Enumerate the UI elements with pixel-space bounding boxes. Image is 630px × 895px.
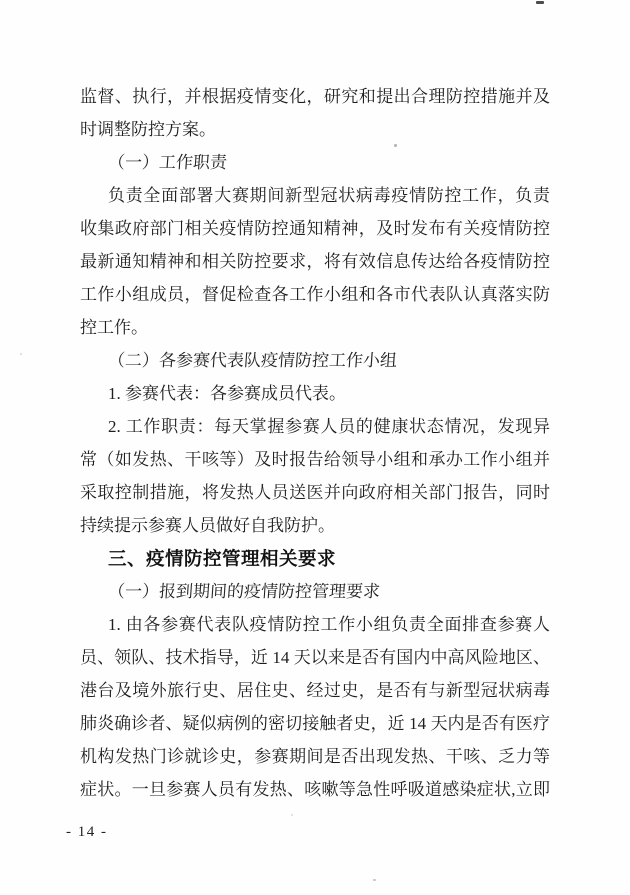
text-line: 常（如发热、干咳等）及时报告给领导小组和承办工作小组并 [80,450,550,469]
text-line: （一）报到期间的疫情防控管理要求 [107,582,381,601]
text-line: 采取控制措施，将发热人员送医并向政府相关部门报告，同时 [80,483,550,502]
text-line: （二）各参赛代表队疫情防控工作小组 [107,351,398,370]
page-number: - 14 - [66,824,108,840]
text-line: 员、领队、技术指导，近 14 天以来是否有国内中高风险地区、 [80,648,550,667]
text-line: 收集政府部门相关疫情防控通知精神，及时发布有关疫情防控 [80,219,550,238]
text-line: 港台及境外旅行史、居住史、经过史，是否有与新型冠状病毒 [80,681,550,700]
text-line: 1. 参赛代表：各参赛成员代表。 [108,384,346,403]
document-text-block [80,80,550,806]
scan-speck [536,1,544,4]
scan-speck [394,144,397,147]
text-line: （一）工作职责 [107,153,228,172]
text-line: 工作小组成员，督促检查各工作小组和各市代表队认真落实防 [80,285,550,304]
text-line: 2. 工作职责：每天掌握参赛人员的健康状态情况，发现异 [108,417,550,436]
text-line: 1. 由各参赛代表队疫情防控工作小组负责全面排查参赛人 [108,615,550,634]
text-line: 症状。一旦参赛人员有发热、咳嗽等急性呼吸道感染症状,立即 [80,780,550,799]
scan-speck [291,814,293,816]
text-line: 监督、执行，并根据疫情变化，研究和提出合理防控措施并及 [80,87,550,106]
text-line: 控工作。 [80,318,148,337]
text-line: 肺炎确诊者、疑似病例的密切接触者史，近 14 天内是否有医疗 [80,714,550,733]
text-line: 三、疫情防控管理相关要求 [108,548,337,569]
text-line: 最新通知精神和相关防控要求，将有效信息传达给各疫情防控 [80,252,550,271]
text-line: 负责全面部署大赛期间新型冠状病毒疫情防控工作，负责 [108,186,550,205]
text-line: 机构发热门诊就诊史，参赛期间是否出现发热、干咳、乏力等 [80,747,550,766]
text-line: 时调整防控方案。 [80,120,216,139]
scan-speck [373,879,376,881]
text-line: 持续提示参赛人员做好自我防护。 [80,516,335,535]
scan-speck [20,353,22,355]
